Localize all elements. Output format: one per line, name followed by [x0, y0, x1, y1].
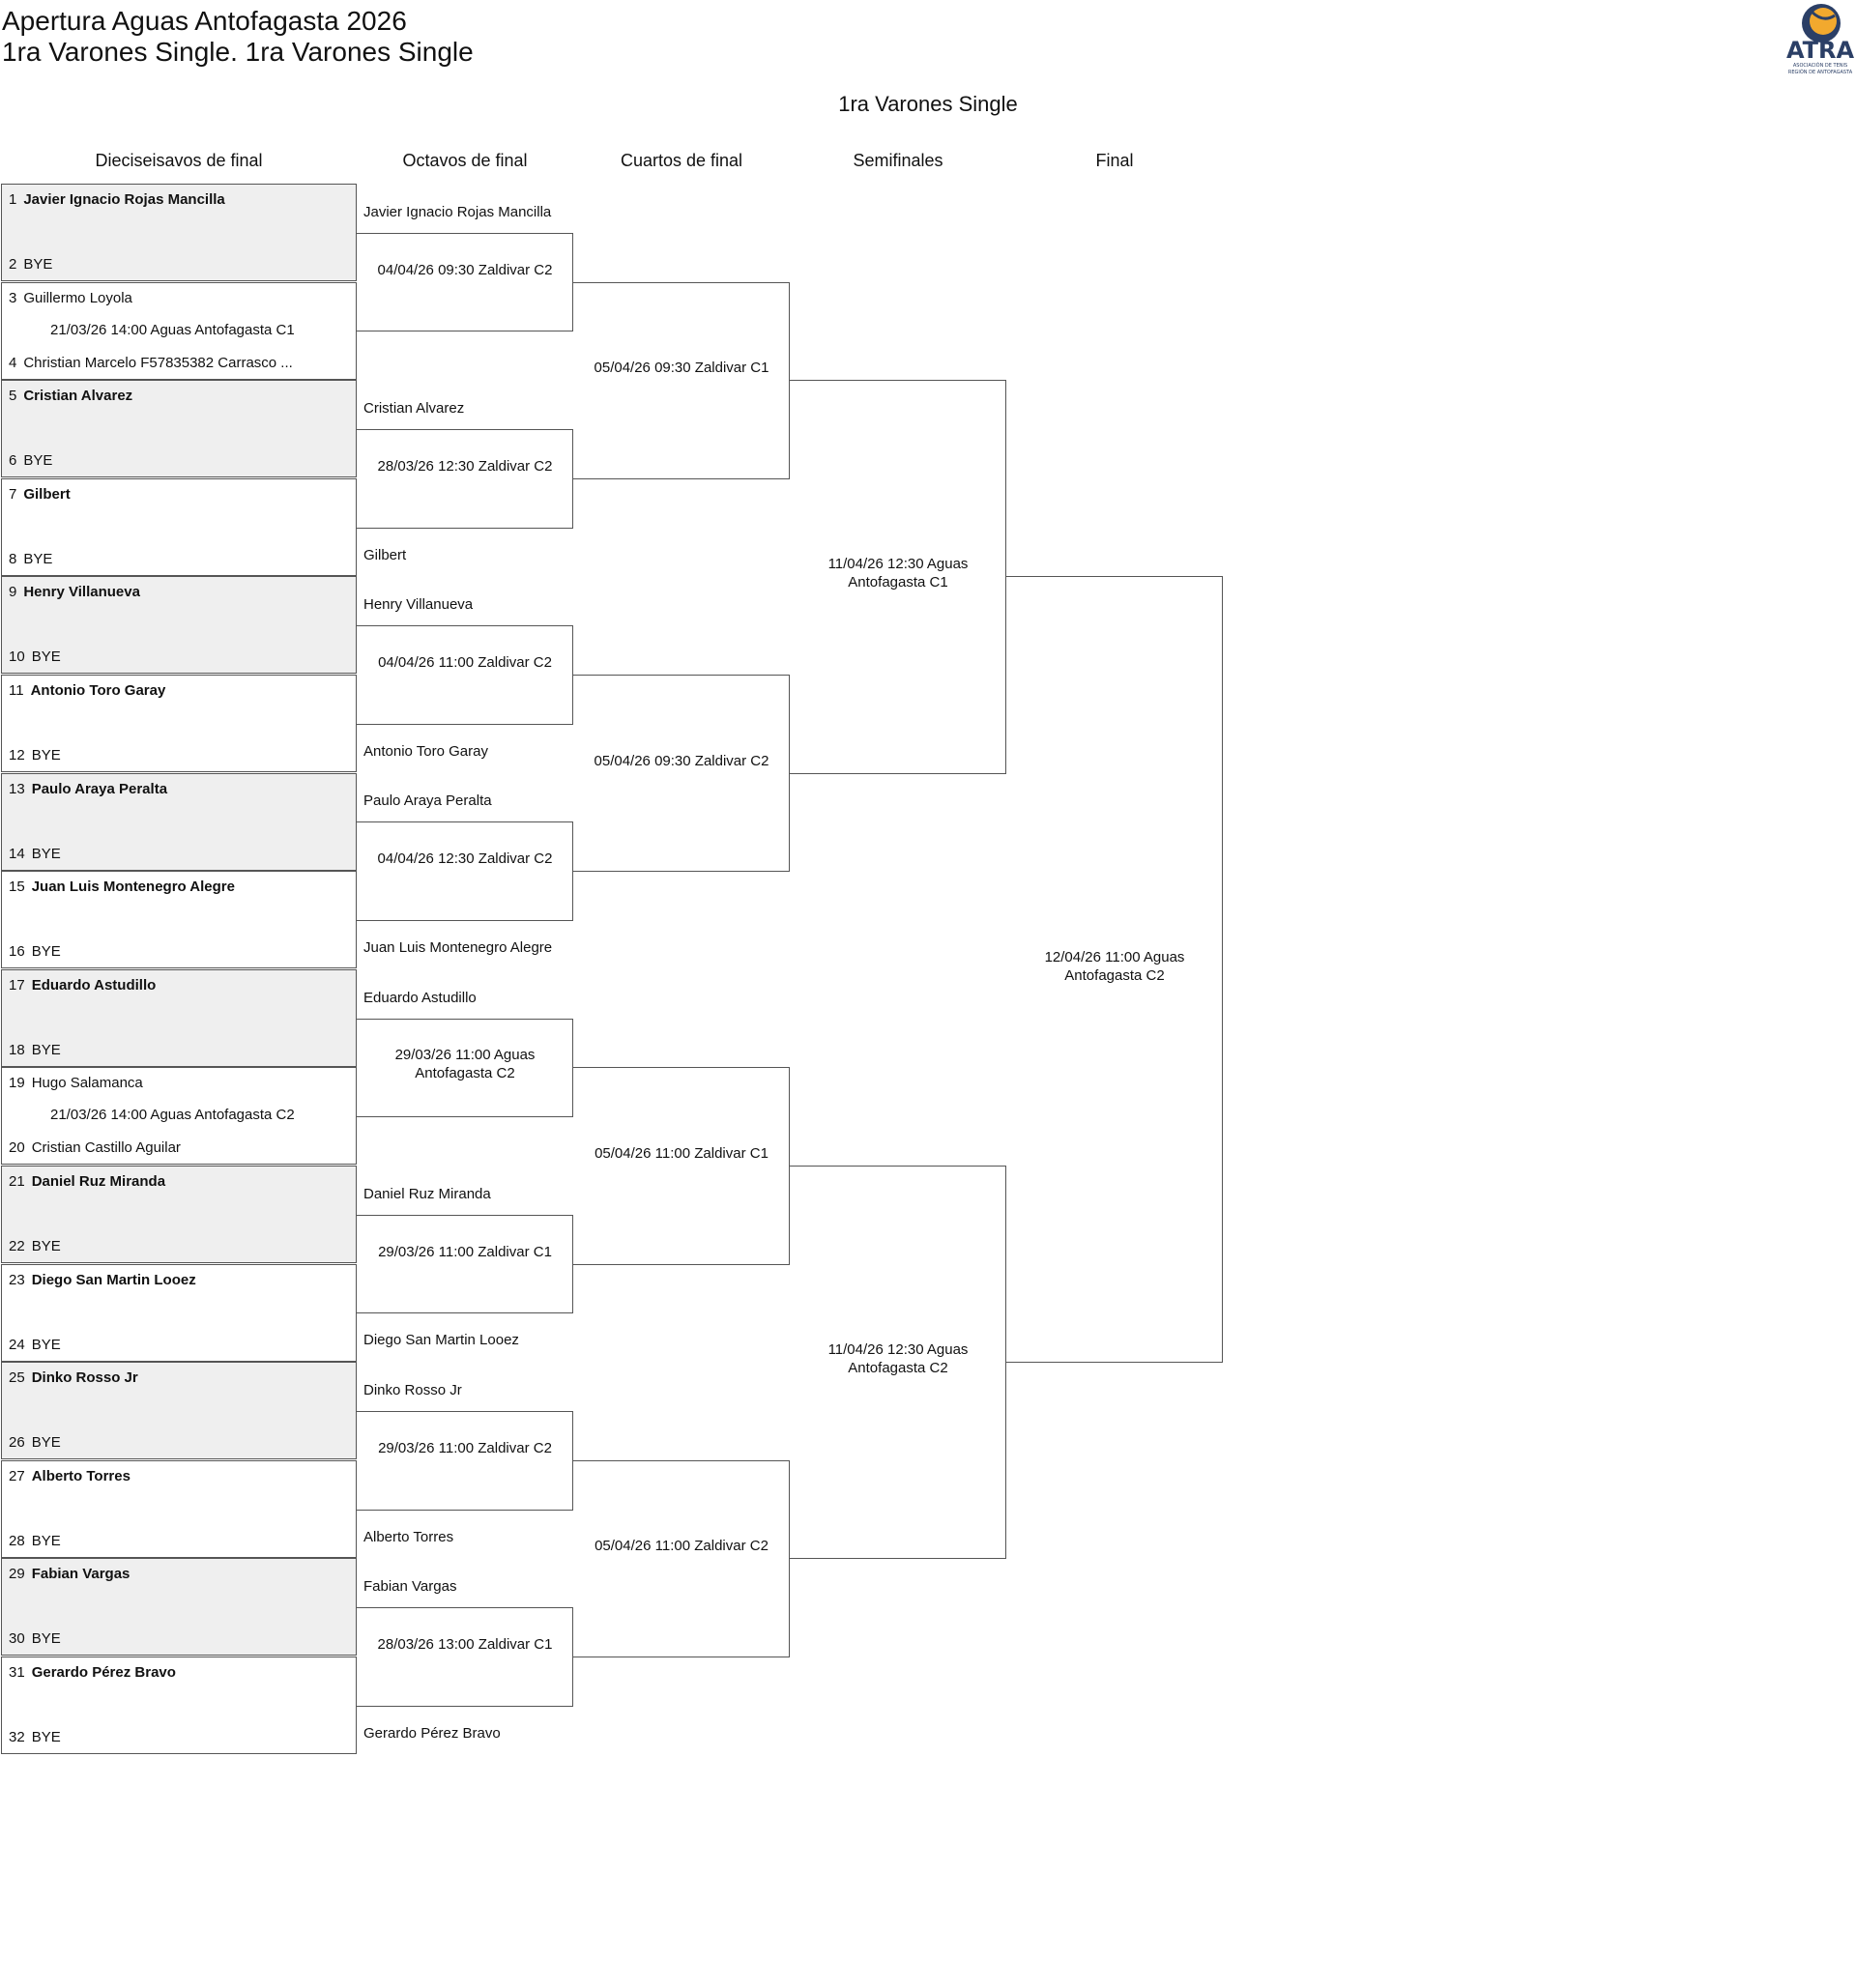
seed-number: 12: [9, 747, 25, 764]
r16-player-top[interactable]: Javier Ignacio Rojas Mancilla: [363, 203, 552, 220]
r32-player-top[interactable]: [9, 388, 132, 404]
player-name[interactable]: BYE: [31, 1336, 61, 1353]
r16-match-schedule: 04/04/26 09:30 Zaldivar C2: [377, 261, 553, 278]
r32-player-bottom[interactable]: [9, 1630, 61, 1647]
r32-player-bottom[interactable]: [9, 452, 52, 469]
r32-player-top[interactable]: [9, 1468, 130, 1484]
r16-connector: [357, 821, 573, 921]
qf-match-schedule: 05/04/26 11:00 Zaldivar C1: [594, 1145, 768, 1162]
player-name[interactable]: Diego San Martin Looez: [31, 1271, 196, 1288]
player-name[interactable]: BYE: [23, 452, 53, 470]
player-name[interactable]: BYE: [31, 1041, 61, 1058]
seed-number: 20: [9, 1139, 25, 1157]
r32-player-top[interactable]: [9, 584, 140, 600]
r16-player-bottom[interactable]: Diego San Martin Looez: [363, 1332, 519, 1349]
round-header-final: Final: [1095, 151, 1134, 170]
r32-player-top[interactable]: [9, 879, 235, 895]
seed-number: 19: [9, 1075, 25, 1092]
r32-player-top[interactable]: [9, 781, 167, 797]
r32-match-box: [1, 969, 357, 1067]
seed-number: 17: [9, 976, 25, 994]
seed-number: 2: [9, 256, 17, 273]
r16-connector: [357, 1215, 573, 1314]
seed-number: 26: [9, 1434, 25, 1452]
player-name[interactable]: BYE: [31, 648, 61, 666]
player-name[interactable]: Daniel Ruz Miranda: [31, 1173, 166, 1190]
r32-match-box: [1, 675, 357, 772]
seed-number: 31: [9, 1664, 25, 1681]
r32-player-bottom[interactable]: [9, 355, 293, 371]
seed-number: 24: [9, 1336, 25, 1353]
r32-match-box: [1, 1362, 357, 1459]
player-name[interactable]: BYE: [31, 1630, 61, 1648]
round-header-sf: Semifinales: [853, 151, 943, 170]
r32-player-top[interactable]: [9, 486, 71, 503]
atra-logo: [1786, 2, 1854, 79]
r32-player-bottom[interactable]: [9, 747, 61, 764]
player-name[interactable]: Gilbert: [23, 485, 71, 503]
r32-player-top[interactable]: [9, 682, 165, 699]
seed-number: 16: [9, 943, 25, 961]
player-name[interactable]: BYE: [31, 747, 61, 764]
draw-title: 1ra Varones Single. 1ra Varones Single: [2, 37, 474, 67]
r32-player-top[interactable]: [9, 290, 132, 306]
r32-player-top[interactable]: [9, 1664, 176, 1681]
r16-player-top[interactable]: Henry Villanueva: [363, 596, 474, 614]
r16-player-top[interactable]: Dinko Rosso Jr: [363, 1382, 462, 1398]
r32-match-box: [1, 478, 357, 576]
qf-match-schedule: 05/04/26 09:30 Zaldivar C1: [594, 360, 769, 377]
sf-match-schedule: 11/04/26 12:30 Aguas Antofagasta C2: [827, 1341, 969, 1377]
seed-number: 4: [9, 354, 17, 371]
r16-connector: [357, 429, 573, 529]
r32-player-bottom[interactable]: [9, 1434, 61, 1451]
seed-number: 28: [9, 1532, 25, 1549]
r32-player-top[interactable]: [9, 1272, 196, 1288]
sf-match-schedule: 11/04/26 12:30 Aguas Antofagasta C1: [827, 556, 969, 591]
r32-match-box: [1, 1067, 357, 1165]
r16-match-schedule: 28/03/26 13:00 Zaldivar C1: [377, 1636, 553, 1653]
r16-match-schedule: 29/03/26 11:00 Aguas Antofagasta C2: [394, 1047, 536, 1082]
player-name[interactable]: Alberto Torres: [31, 1467, 130, 1484]
r32-match-box: [1, 773, 357, 871]
r16-player-top[interactable]: Daniel Ruz Miranda: [363, 1185, 491, 1202]
r32-match-schedule: 21/03/26 14:00 Aguas Antofagasta C2: [50, 1107, 295, 1124]
tournament-title: Apertura Aguas Antofagasta 2026: [2, 6, 407, 36]
seed-number: 21: [9, 1173, 25, 1190]
seed-number: 22: [9, 1238, 25, 1254]
r32-match-box: [1, 576, 357, 674]
r32-player-bottom[interactable]: [9, 1337, 61, 1353]
seed-number: 10: [9, 648, 25, 666]
player-name[interactable]: Antonio Toro Garay: [30, 682, 166, 699]
qf-match-schedule: 05/04/26 09:30 Zaldivar C2: [594, 752, 769, 769]
r32-player-bottom[interactable]: [9, 648, 61, 665]
r32-match-box: [1, 1460, 357, 1558]
r16-player-bottom[interactable]: Juan Luis Montenegro Alegre: [363, 939, 553, 956]
player-name[interactable]: Paulo Araya Peralta: [31, 780, 168, 797]
qf-connector: [573, 675, 790, 872]
seed-number: 27: [9, 1467, 25, 1484]
r16-match-schedule: 04/04/26 12:30 Zaldivar C2: [377, 850, 553, 868]
r16-match-schedule: 29/03/26 11:00 Zaldivar C2: [378, 1439, 552, 1456]
seed-number: 5: [9, 388, 17, 405]
player-name[interactable]: Henry Villanueva: [23, 584, 140, 601]
seed-number: 18: [9, 1041, 25, 1058]
player-name[interactable]: BYE: [31, 1434, 61, 1452]
player-name[interactable]: BYE: [31, 1532, 61, 1549]
player-name[interactable]: Cristian Alvarez: [23, 388, 133, 405]
r32-match-box: [1, 1558, 357, 1656]
logo-wordmark: ATRA: [1786, 37, 1854, 64]
seed-number: 7: [9, 485, 17, 503]
player-name[interactable]: Juan Luis Montenegro Alegre: [31, 879, 235, 896]
r32-match-box: [1, 1264, 357, 1362]
player-name[interactable]: BYE: [31, 943, 61, 961]
player-name[interactable]: BYE: [31, 1729, 61, 1745]
player-name[interactable]: Cristian Castillo Aguilar: [31, 1139, 181, 1157]
round-header-r32: Dieciseisavos de final: [95, 151, 263, 170]
player-name[interactable]: Guillermo Loyola: [23, 289, 132, 306]
r16-player-bottom[interactable]: Gilbert: [363, 546, 407, 563]
seed-number: 6: [9, 452, 17, 470]
seed-number: 23: [9, 1271, 25, 1288]
seed-number: 8: [9, 550, 17, 567]
r32-player-top[interactable]: [9, 1566, 130, 1582]
r32-player-bottom[interactable]: [9, 1042, 61, 1058]
r16-player-top[interactable]: Paulo Araya Peralta: [363, 792, 492, 810]
player-name[interactable]: BYE: [23, 550, 53, 567]
r16-connector: [357, 1607, 573, 1707]
seed-number: 30: [9, 1630, 25, 1648]
seed-number: 25: [9, 1369, 25, 1387]
r16-player-top[interactable]: Cristian Alvarez: [363, 400, 465, 417]
seed-number: 15: [9, 879, 25, 896]
qf-connector: [573, 1460, 790, 1657]
r32-match-box: [1, 282, 357, 380]
r32-match-box: [1, 1657, 357, 1754]
seed-number: 13: [9, 780, 25, 797]
player-name[interactable]: BYE: [31, 1238, 61, 1254]
seed-number: 32: [9, 1729, 25, 1745]
player-name[interactable]: Gerardo Pérez Bravo: [31, 1664, 176, 1681]
player-name[interactable]: Fabian Vargas: [31, 1566, 130, 1583]
player-name[interactable]: BYE: [23, 256, 53, 273]
seed-number: 14: [9, 845, 25, 862]
qf-connector: [573, 1067, 790, 1264]
r16-connector: [357, 1411, 573, 1511]
r32-match-box: [1, 1166, 357, 1263]
r32-player-top[interactable]: [9, 1075, 143, 1091]
r16-player-bottom[interactable]: Alberto Torres: [363, 1528, 454, 1545]
r32-player-top[interactable]: [9, 1173, 165, 1190]
logo-tagline-2: REGIÓN DE ANTOFAGASTA: [1787, 70, 1853, 75]
r32-match-box: [1, 871, 357, 968]
seed-number: 1: [9, 191, 17, 208]
r32-player-bottom[interactable]: [9, 846, 61, 862]
r32-player-top[interactable]: [9, 1369, 138, 1386]
r32-player-bottom[interactable]: [9, 1139, 181, 1156]
player-name[interactable]: Eduardo Astudillo: [31, 976, 157, 994]
player-name[interactable]: Christian Marcelo F57835382 Carrasco ...: [23, 354, 293, 371]
seed-number: 11: [9, 682, 24, 699]
draw-subtitle: 1ra Varones Single: [838, 92, 1018, 116]
qf-connector: [573, 282, 790, 479]
seed-number: 29: [9, 1566, 25, 1583]
r32-player-bottom[interactable]: [9, 1238, 61, 1254]
r16-match-schedule: 28/03/26 12:30 Zaldivar C2: [377, 457, 553, 475]
r16-player-top[interactable]: Eduardo Astudillo: [363, 989, 477, 1006]
r32-player-bottom[interactable]: [9, 1729, 61, 1745]
r16-player-bottom[interactable]: Gerardo Pérez Bravo: [363, 1724, 501, 1742]
r32-match-box: [1, 380, 357, 477]
r32-player-top[interactable]: [9, 191, 225, 208]
tennis-ball-icon: [1786, 2, 1854, 79]
seed-number: 3: [9, 289, 17, 306]
r16-connector: [357, 625, 573, 725]
r32-player-bottom[interactable]: [9, 943, 61, 960]
r32-player-bottom[interactable]: [9, 256, 52, 273]
player-name[interactable]: BYE: [31, 845, 61, 862]
r16-player-bottom[interactable]: Antonio Toro Garay: [363, 742, 488, 760]
r16-match-schedule: 04/04/26 11:00 Zaldivar C2: [378, 654, 552, 671]
seed-number: 9: [9, 584, 17, 601]
qf-match-schedule: 05/04/26 11:00 Zaldivar C2: [594, 1538, 768, 1555]
r32-player-bottom[interactable]: [9, 1533, 61, 1549]
player-name[interactable]: Dinko Rosso Jr: [31, 1369, 138, 1387]
player-name[interactable]: Javier Ignacio Rojas Mancilla: [23, 191, 225, 208]
r16-match-schedule: 29/03/26 11:00 Zaldivar C1: [378, 1243, 552, 1260]
logo-tagline-1: ASOCIACIÓN DE TENIS: [1792, 63, 1848, 69]
r32-match-box: [1, 184, 357, 281]
round-header-qf: Cuartos de final: [620, 151, 743, 170]
r32-player-top[interactable]: [9, 977, 156, 994]
r16-player-top[interactable]: Fabian Vargas: [363, 1578, 457, 1596]
r32-match-schedule: 21/03/26 14:00 Aguas Antofagasta C1: [50, 321, 295, 338]
round-header-r16: Octavos de final: [402, 151, 528, 170]
player-name[interactable]: Hugo Salamanca: [31, 1075, 143, 1092]
r16-connector: [357, 233, 573, 332]
r32-player-bottom[interactable]: [9, 551, 52, 567]
final-match-schedule: 12/04/26 11:00 Aguas Antofagasta C2: [1044, 948, 1185, 984]
